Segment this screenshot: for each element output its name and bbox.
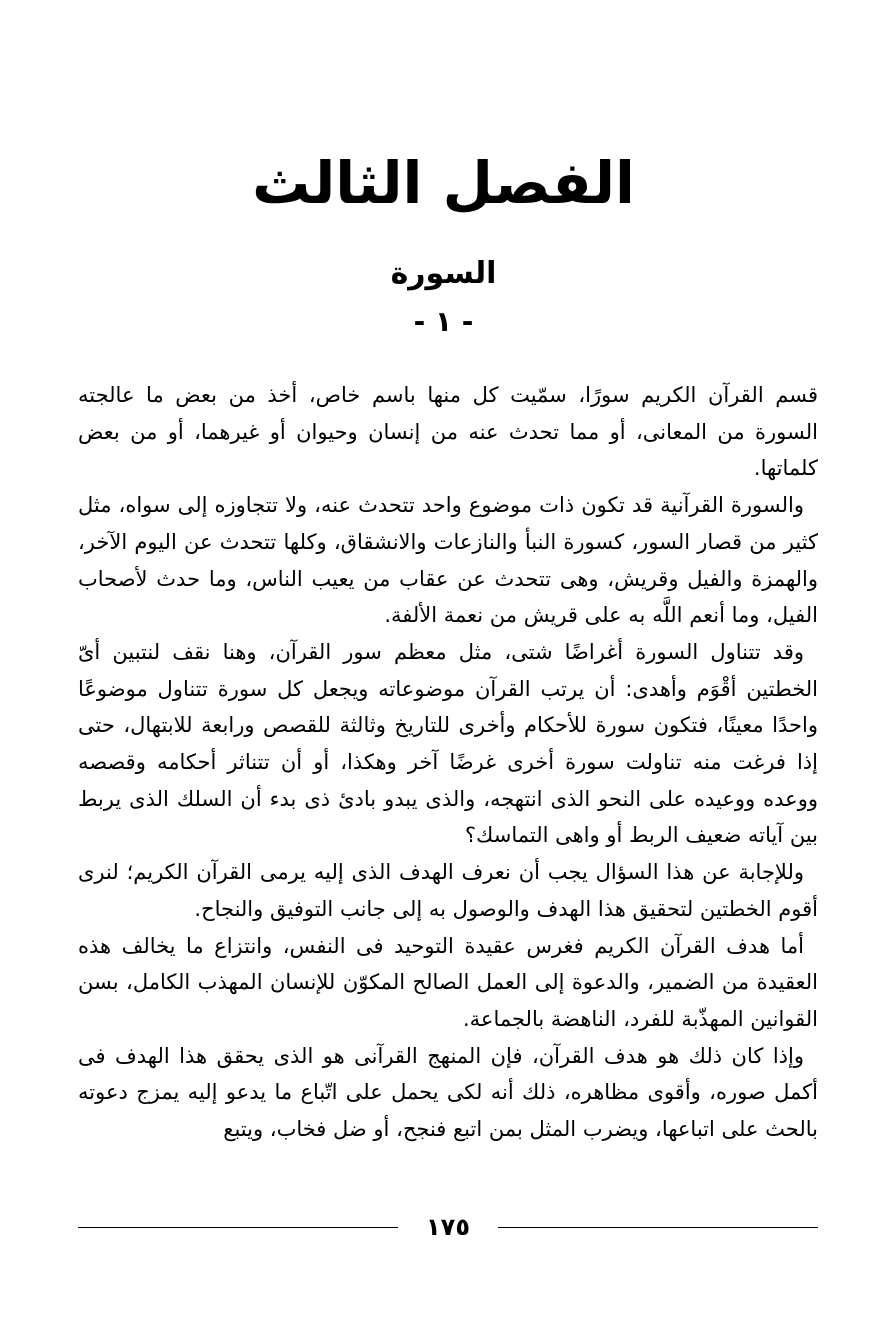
paragraph: وللإجابة عن هذا السؤال يجب أن نعرف الهدف الذى إليه يرمى القرآن الكريم؛ لنرى أقوم الخطتين لتحقيق هذا الهدف والوصول به إلى جانب التوفيق والنجاح. <box>78 860 818 921</box>
page-footer <box>78 1207 818 1247</box>
page-number: ١٧٥ <box>426 1213 470 1241</box>
paragraph: قسم القرآن الكريم سورًا، سمّيت كل منها باسم خاص، أخذ من بعض ما عالجته السورة من المعانى، أو مما تحدث عنه من إنسان وحيوان أو غيرهما، أو من بعض كلماتها. <box>78 383 818 481</box>
paragraph: والسورة القرآنية قد تكون ذات موضوع واحد تتحدث عنه، ولا تتجاوزه إلى سواه، مثل كثير من قصار السور، كسورة النبأ والنازعات والانشقاق، وكلها تتحدث عن اليوم الآخر، والهمزة والفيل وقريش، وهى تتحدث عن عقاب من يعيب الناس، وما حدث لأصحاب الفيل، وما أنعم اللَّه به على قريش من نعمة الألفة. <box>78 493 818 628</box>
paragraph: أما هدف القرآن الكريم فغرس عقيدة التوحيد فى النفس، وانتزاع ما يخالف هذه العقيدة من الضمير، والدعوة إلى العمل الصالح المكوّن للإنسان المهذب الكامل، بسن القوانين المهذّبة للفرد، الناهضة بالجماعة. <box>78 933 818 1031</box>
chapter-title: الفصل الثالث <box>252 149 635 217</box>
paragraph: وإذا كان ذلك هو هدف القرآن، فإن المنهج القرآنى هو الذى يحقق هذا الهدف فى أكمل صوره، وأقوى مظاهره، ذلك أنه لكى يحمل على اتّباع ما يدعو إليه يمزج دعوته بالحث على اتباعها، ويضرب المثل بمن اتبع فنجح، أو ضل فخاب، ويتبع <box>78 1043 818 1142</box>
body-text <box>78 377 818 1148</box>
paragraph: وقد تتناول السورة أغراضًا شتى، مثل معظم سور القرآن، وهنا نقف لنتبين أىّ الخطتين أقْوَم وأهدى: أن يرتب القرآن موضوعاته ويجعل كل سورة تتناول موضوعًا واحدًا معينًا، فتكون سورة للأحكام وأخرى للتاريخ وثالثة للقصص ورابعة للابتهال، حتى إذا فرغت منه تناولت سورة أخرى غرضًا آخر وهكذا، أو أن تتناثر أحكامه وقصصه ووعده ووعيده على النحو الذى انتهجه، والذى يبدو بادئ ذى بدء أن السلك الذى يربط بين آياته ضعيف الربط أو واهى التماسك؟ <box>78 639 818 848</box>
section-number: - ١ - <box>413 305 474 338</box>
section-title: السورة <box>390 256 497 291</box>
